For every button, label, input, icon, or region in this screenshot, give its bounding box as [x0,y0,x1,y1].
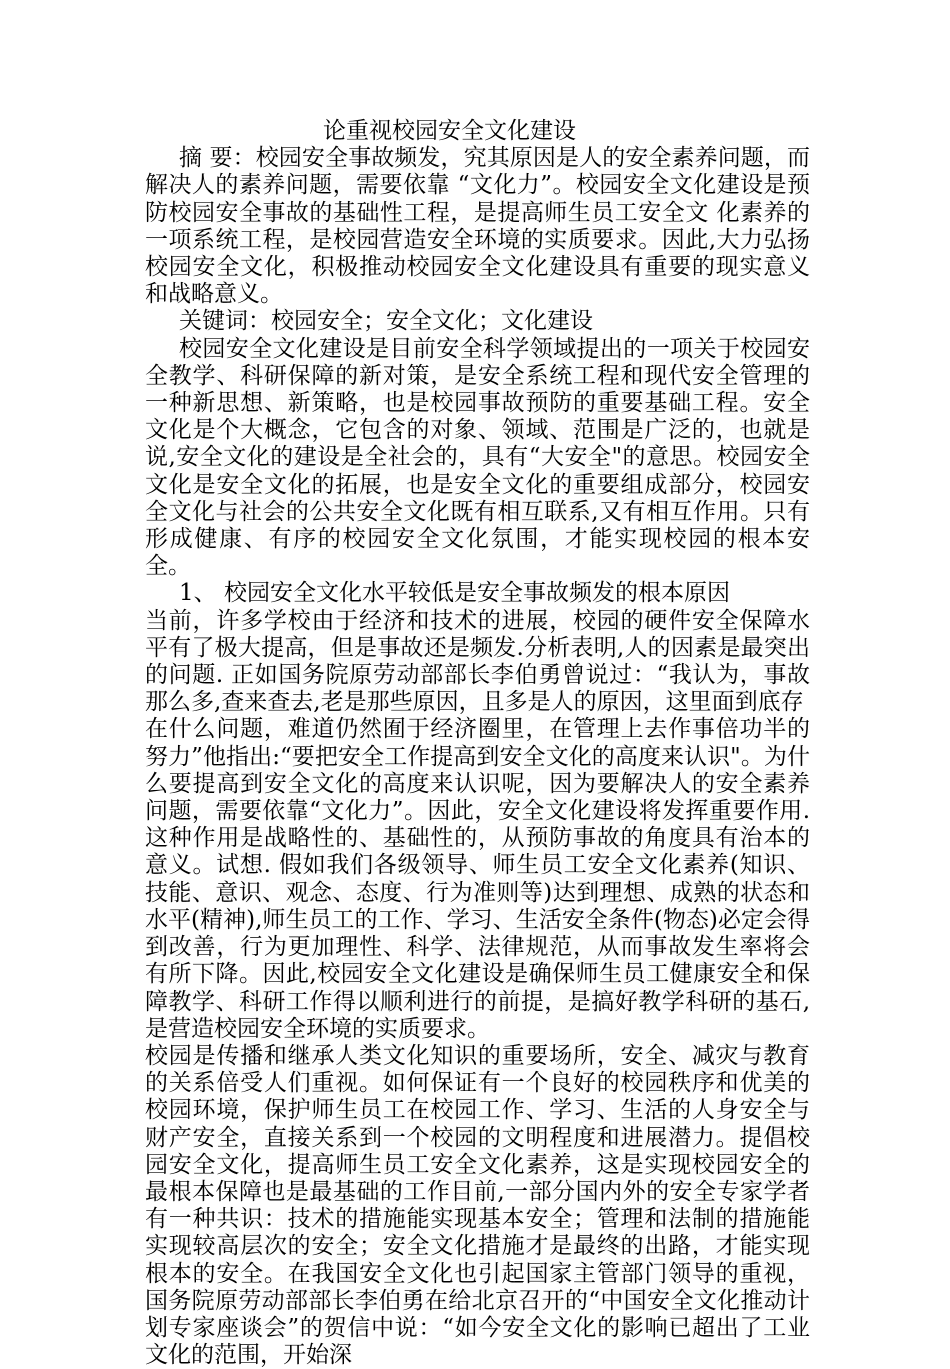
section-1-paragraph-2: 校园是传播和继承人类文化知识的重要场所，安全、减灾与教育的关系倍受人们重视。如何保证有一个良好的校园秩序和优美的校园环境，保护师生员工在校园工作、学习、生活的人身安全与财产安全，直接关系到一个校园的文明程度和进展潜力。提倡校园安全文化，提高师生员工安全文化素养，这是实现校园安全的最根本保障也是最基础的工作目前,一部分国内外的安全专家学者有一种共识：技术的措施能实现基本安全；管理和法制的措施能实现较高层次的安全；安全文化措施才是最终的出路，才能实现根本的安全。在我国安全文化也引起国家主管部门领导的重视，国务院原劳动部部长李伯勇在给北京召开的“中国安全文化推动计划专家座谈会”的贺信中说：“如今安全文化的影响已超出了工业文化的范围，开始深 [145,1042,810,1369]
section-1-paragraph-1b: 在什么问题，难道仍然囿于经济圈里，在管理上去作事倍功半的努力”他指出:“要把安全工作提高到安全文化的高度来认识"。为什么要提高到安全文化的高度来认识呢，因为要解决人的安全素养问题，需要依靠“文化力”。因此，安全文化建设将发挥重要作用.这种作用是战略性的、基础性的，从预防事故的角度具有治本的意义。试想. 假如我们各级领导、师生员工安全文化素养(知识、技能、意识、观念、态度、行为准则等)达到理想、成熟的状态和水平(精神),师生员工的工作、学习、生活安全条件(物态)必定会得到改善，行为更加理性、科学、法律规范，从而事故发生率将会有所下降。因此,校园安全文化建设是确保师生员工健康安全和保障教学、科研工作得以顺利进行的前提，是搞好教学科研的基石,是营造校园安全环境的实质要求。 [145,716,810,1042]
keywords-line: 关键词：校园安全；安全文化；文化建设 [179,308,593,335]
intro-paragraph: 校园安全文化建设是目前安全科学领域提出的一项关于校园安全教学、科研保障的新对策，是安全系统工程和现代安全管理的一种新思想、新策略，也是校园事故预防的重要基础工程。安全文化是个大概念，它包含的对象、领域、范围是广泛的，也就是说,安全文化的建设是全社会的，具有“大安全"的意思。校园安全文化是安全文化的拓展，也是安全文化的重要组成部分，校园安全文化与社会的公共安全文化既有相互联系,又有相互作用。只有形成健康、有序的校园安全文化氛围，才能实现校园的根本安全。 [145,335,810,580]
document-body [145,118,810,1369]
section-1-heading: 1、 校园安全文化水平较低是安全事故频发的根本原因 [179,580,730,607]
section-1-paragraph-1a: 当前，许多学校由于经济和技术的进展，校园的硬件安全保障水平有了极大提高，但是事故还是频发.分析表明,人的因素是最突出的问题. 正如国务院原劳动部部长李伯勇曾说过：“我认为，事故那么多,查来查去,老是那些原因，且多是人的原因，这里面到底存 [145,607,810,716]
document-title: 论重视校园安全文化建设 [323,118,576,144]
abstract-paragraph: 摘 要：校园安全事故频发，究其原因是人的安全素养问题，而解决人的素养问题，需要依靠 “文化力”。校园安全文化建设是预防校园安全事故的基础性工程，是提高师生员工安全文 化素养的一项系统工程，是校园营造安全环境的实质要求。因此,大力弘扬校园安全文化，积极推动校园安全文化建设具有重要的现实意义和战略意义。 [145,145,810,308]
